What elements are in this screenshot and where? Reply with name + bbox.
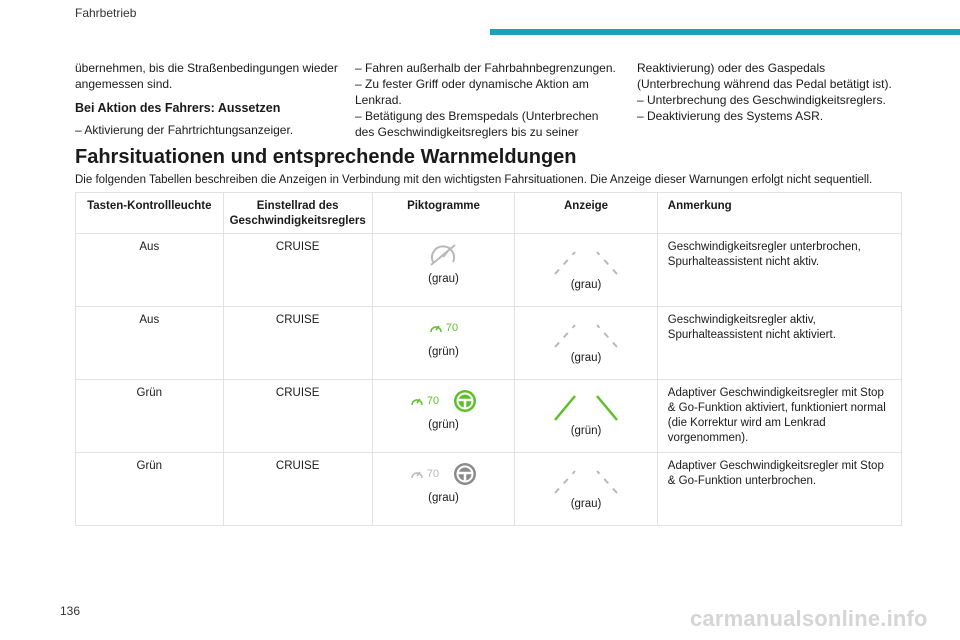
- picto-color-label: (grün): [428, 346, 459, 358]
- speed-indicator: [410, 394, 439, 409]
- subheading: Bei Aktion des Fahrers: Aussetzen: [75, 101, 281, 115]
- display-cell: [515, 234, 658, 307]
- speedometer-icon: [410, 395, 424, 407]
- watermark: carmanualsonline.info: [690, 606, 928, 631]
- wheel-cell: CRUISE: [223, 307, 372, 380]
- list-item: – Fahren außerhalb der Fahrbahnbegrenzungen.: [355, 61, 616, 75]
- wheel-cell: CRUISE: [223, 234, 372, 307]
- lane-lines-icon: [551, 392, 621, 422]
- note-cell: Geschwindigkeitsregler aktiv, Spurhalteassistent nicht aktiviert.: [657, 307, 901, 380]
- picto-color-label: (grau): [428, 492, 459, 504]
- speedometer-crossed-icon: [428, 242, 458, 268]
- header-display: Anzeige: [515, 193, 658, 234]
- list-item: – Zu fester Griff oder dynamische Aktion am Lenkrad.: [355, 77, 589, 107]
- note-cell: Geschwindigkeitsregler unterbrochen, Spurhalteassistent nicht aktiv.: [657, 234, 901, 307]
- display-color-label: (grau): [570, 352, 602, 364]
- picto-color-label: (grau): [428, 273, 459, 285]
- picto-color-label: (grün): [428, 419, 459, 431]
- text-column-1: [75, 60, 345, 138]
- section-title: Fahrsituationen und entsprechende Warnmeldungen: [75, 146, 577, 168]
- steering-wheel-icon: [453, 389, 477, 413]
- lane-lines-icon: [551, 465, 621, 495]
- speed-value: 70: [426, 394, 440, 407]
- speed-indicator: [410, 467, 439, 482]
- steering-wheel-icon: [453, 462, 477, 486]
- table-row: [76, 234, 902, 307]
- table-row: [76, 380, 902, 453]
- lane-lines-icon: [551, 246, 621, 276]
- list-item: – Betätigung des Bremspedals (Unterbrechen des Geschwindigkeitsreglers bis zu seiner: [355, 109, 599, 139]
- speedometer-icon: [410, 468, 424, 480]
- display-color-label: (grau): [570, 498, 602, 510]
- text-column-2: [355, 60, 620, 140]
- speed-value: 70: [445, 321, 459, 334]
- list-item: – Unterbrechung des Geschwindigkeitsreglers.: [637, 93, 886, 107]
- header-note: Anmerkung: [657, 193, 901, 234]
- text-column-3: [637, 60, 907, 124]
- picto-cell: [372, 234, 515, 307]
- lamp-cell: Aus: [76, 234, 224, 307]
- wheel-cell: CRUISE: [223, 380, 372, 453]
- wheel-cell: CRUISE: [223, 453, 372, 526]
- display-color-label: (grün): [570, 425, 602, 437]
- note-cell: Adaptiver Geschwindigkeitsregler mit Stop & Go-Funktion aktiviert, funktioniert normal (die Korrektur wird am Lenkrad vorgenommen).: [657, 380, 901, 453]
- lamp-cell: Grün: [76, 453, 224, 526]
- display-color-label: (grau): [570, 279, 602, 291]
- table-row: [76, 307, 902, 380]
- lamp-cell: Aus: [76, 307, 224, 380]
- page-number: 136: [60, 604, 81, 618]
- section-intro: Die folgenden Tabellen beschreiben die Anzeigen in Verbindung mit den wichtigsten Fahrsituationen. Die Anzeige dieser Warnungen erfolgt nicht sequentiell.: [75, 174, 873, 186]
- header-lamp: Tasten-Kontrollleuchte: [76, 193, 224, 234]
- header-title: Fahrbetrieb: [75, 6, 137, 20]
- header-picto: Piktogramme: [372, 193, 515, 234]
- note-cell: Adaptiver Geschwindigkeitsregler mit Stop & Go-Funktion unterbrochen.: [657, 453, 901, 526]
- picto-cell: [372, 453, 515, 526]
- list-item: – Deaktivierung des Systems ASR.: [637, 109, 824, 123]
- speed-indicator: [429, 321, 458, 336]
- paragraph: Reaktivierung) oder des Gaspedals (Unterbrechung während das Pedal betätigt ist).: [637, 61, 892, 91]
- speed-value: 70: [426, 467, 440, 480]
- warning-table: [75, 192, 902, 526]
- paragraph: übernehmen, bis die Straßenbedingungen wieder angemessen sind.: [75, 61, 338, 91]
- header-accent-bar: [490, 29, 960, 35]
- display-cell: [515, 380, 658, 453]
- lamp-cell: Grün: [76, 380, 224, 453]
- display-cell: [515, 453, 658, 526]
- header-wheel: Einstellrad des Geschwindigkeitsreglers: [223, 193, 372, 234]
- table-header-row: [76, 193, 902, 234]
- picto-cell: [372, 307, 515, 380]
- speedometer-icon: [429, 322, 443, 334]
- table-row: [76, 453, 902, 526]
- display-cell: [515, 307, 658, 380]
- list-item: – Aktivierung der Fahrtrichtungsanzeiger.: [75, 123, 294, 137]
- lane-lines-icon: [551, 319, 621, 349]
- picto-cell: [372, 380, 515, 453]
